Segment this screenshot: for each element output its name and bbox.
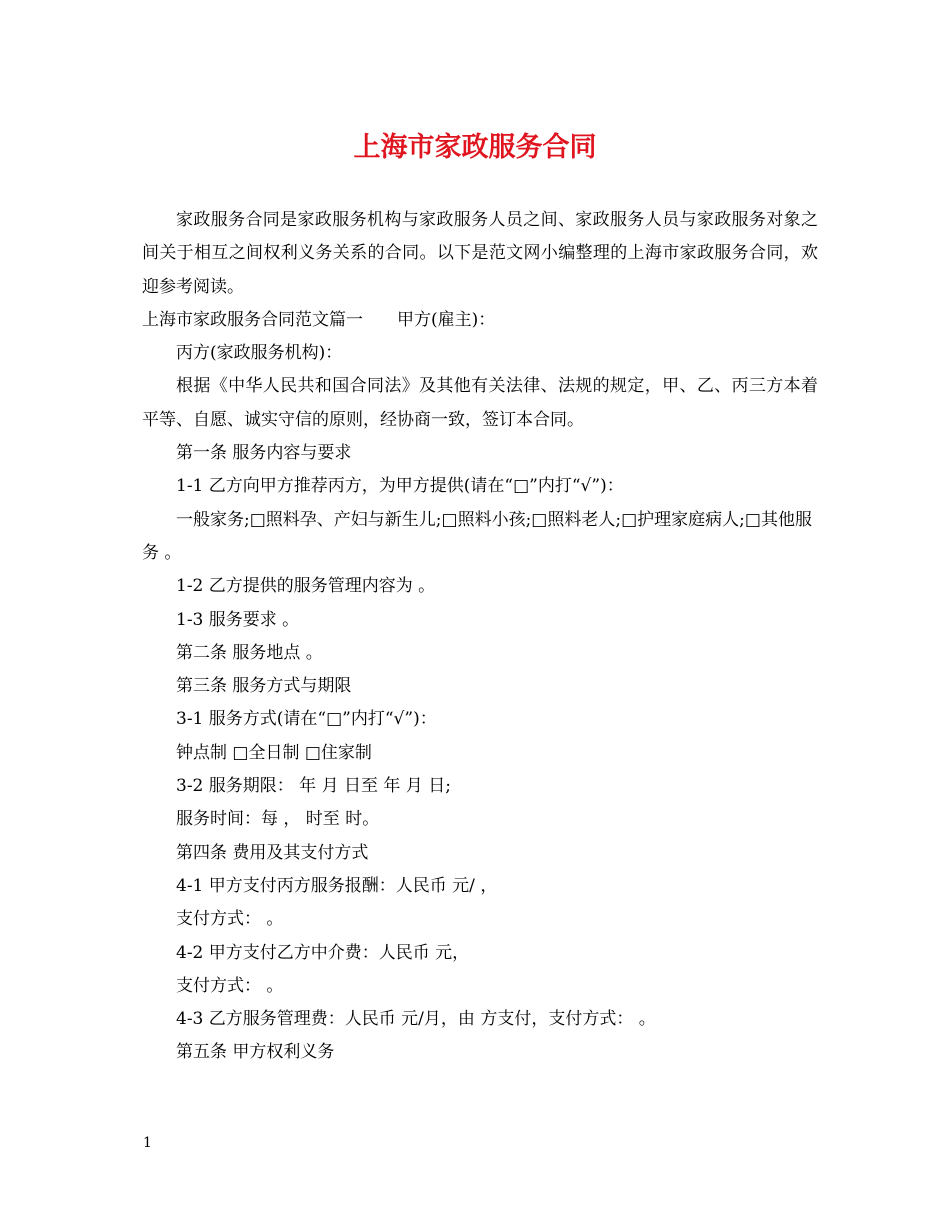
clause-4-1: 4-1 甲方支付丙方服务报酬：人民币 元/ ，: [176, 875, 498, 896]
clause-3-1: 3-1 服务方式(请在“□”内打“√”)：: [176, 709, 437, 730]
party-c-line: 丙方(家政服务机构)：: [176, 343, 343, 364]
intro-paragraph: 家政服务合同是家政服务机构与家政服务人员之间、家政服务人员与家政服务对象之间关于相互之间权利义务关系的合同。以下是范文网小编整理的上海市家政服务合同，欢迎参考阅读。: [142, 210, 818, 297]
service-mode-options: 钟点制 □全日制 □住家制: [176, 742, 372, 763]
document-title: 上海市家政服务合同: [353, 132, 597, 163]
clause-1-2: 1-2 乙方提供的服务管理内容为 。: [176, 576, 436, 597]
article-1-heading: 第一条 服务内容与要求: [176, 443, 352, 464]
document-body: [142, 204, 818, 1070]
service-options-line: 一般家务;□照料孕、产妇与新生儿;□照料小孩;□照料老人;□护理家庭病人;□其他服务 。: [142, 509, 812, 563]
clause-3-2: 3-2 服务期限： 年 月 日至 年 月 日;: [176, 776, 451, 797]
article-5-heading: 第五条 甲方权利义务: [176, 1042, 335, 1063]
payment-method-line-1: 支付方式： 。: [176, 909, 284, 930]
legal-basis-paragraph: 根据《中华人民共和国合同法》及其他有关法律、法规的规定，甲、乙、丙三方本着平等、自愿、诚实守信的原则，经协商一致，签订本合同。: [142, 376, 818, 430]
clause-4-3: 4-3 乙方服务管理费：人民币 元/月，由 方支付，支付方式： 。: [176, 1009, 656, 1030]
service-time-line: 服务时间：每 ， 时至 时。: [176, 809, 380, 830]
clause-1-3: 1-3 服务要求 。: [176, 609, 300, 630]
article-4-heading: 第四条 费用及其支付方式: [176, 842, 369, 863]
clause-1-1: 1-1 乙方向甲方推荐丙方，为甲方提供(请在“□”内打“√”)：: [176, 476, 624, 497]
sample-heading-line: 上海市家政服务合同范文篇一 甲方(雇主)：: [142, 309, 496, 330]
clause-4-2: 4-2 甲方支付乙方中介费：人民币 元，: [176, 942, 470, 963]
page-number: 1: [143, 1135, 152, 1151]
payment-method-line-2: 支付方式： 。: [176, 975, 284, 996]
article-2-heading: 第二条 服务地点 。: [176, 642, 323, 663]
article-3-heading: 第三条 服务方式与期限: [176, 676, 352, 697]
